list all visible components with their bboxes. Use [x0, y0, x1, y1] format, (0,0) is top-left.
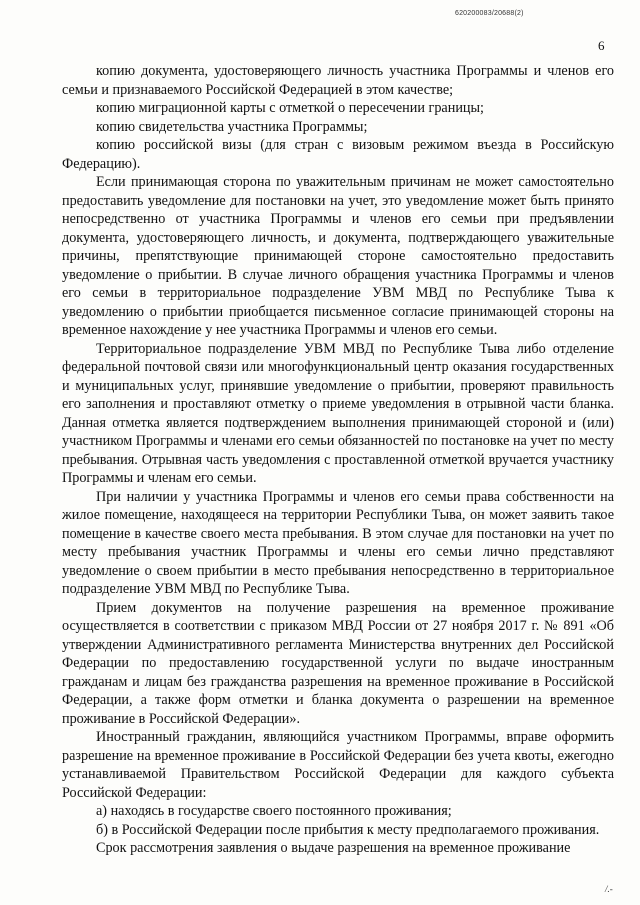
paragraph-foreign-citizen: Иностранный гражданин, являющийся участником Программы, вправе оформить разрешение на временное проживание в Российской Федерации без учета квоты, ежегодно устанавливаемой Правительством Российской Федерации для каждого субъекта Российской Федерации:	[62, 729, 614, 801]
document-body	[62, 62, 614, 858]
paragraph-host-notification: Если принимающая сторона по уважительным причинам не может самостоятельно предоставить уведомление для постановки на учет, это уведомление может быть принято непосредственно от участника Программы и членов его семьи при предъявлении документа, удостоверяющего личность, и документа, подтверждающего уважительные причины, препятствующие принимающей стороне самостоятельно предоставить уведомление о прибытии. В случае личного обращения участника Программы и членов его семьи в территориальное подразделение УВМ МВД по Республике Тыва к уведомлению о прибытии приобщается письменное согласие принимающей стороны на временное нахождение у нее участника Программы и членов его семьи.	[62, 174, 614, 338]
paragraph-certificate-copy: копию свидетельства участника Программы;	[96, 118, 368, 135]
paragraph-visa-copy: копию российской визы (для стран с визовым режимом въезда в Российскую Федерацию).	[62, 137, 614, 172]
corner-mark: /.-	[605, 884, 613, 894]
paragraph-document-reception: Прием документов на получение разрешения на временное проживание осуществляется в соответствии с приказом МВД России от 27 ноября 2017 г. № 891 «Об утверждении Административного регламента Министерства внутренних дел Российской Федерации по предоставлению государственной услуги по выдаче иностранным гражданам и лицам без гражданства разрешения на временное проживание в Российской Федерации, а также форм отметки и бланка документа о разрешении на временное проживание в Российской Федерации».	[62, 599, 614, 727]
paragraph-property-rights: При наличии у участника Программы и членов его семьи права собственности на жилое помещение, находящееся на территории Республики Тыва, он может заявить такое помещение в качестве своего места пребывания. В этом случае для постановки на учет по месту пребывания участник Программы и члены его семьи лично представляют уведомление о своем прибытии в место пребывания непосредственно в территориальное подразделение УВМ МВД по Республике Тыва.	[62, 488, 614, 597]
paragraph-option-a: а) находясь в государстве своего постоянного проживания;	[96, 803, 452, 819]
paragraph-identity-copy: копию документа, удостоверяющего личность участника Программы и членов его семьи и признаваемого Российской Федерацией в этом качестве;	[62, 63, 614, 98]
paragraph-option-b: б) в Российской Федерации после прибытия к месту предполагаемого проживания.	[96, 821, 600, 838]
document-id: 620200083/20688(2)	[455, 10, 524, 17]
page-number: 6	[598, 38, 605, 53]
paragraph-review-period: Срок рассмотрения заявления о выдаче разрешения на временное проживание	[96, 840, 571, 856]
paragraph-territorial-division: Территориальное подразделение УВМ МВД по Республике Тыва либо отделение федеральной почтовой связи или многофункциональный центр оказания государственных и муниципальных услуг, принявшие уведомление о прибытии, проверяют правильность его заполнения и проставляют отметку о приеме уведомления в отрывной части бланка. Данная отметка является подтверждением выполнения принимающей стороной и (или) участником Программы и членами его семьи обязанностей по постановке на учет по месту пребывания. Отрывная часть уведомления с проставленной отметкой вручается участнику Программы и членам его семьи.	[62, 340, 614, 486]
paragraph-migration-card: копию миграционной карты с отметкой о пересечении границы;	[96, 100, 484, 116]
